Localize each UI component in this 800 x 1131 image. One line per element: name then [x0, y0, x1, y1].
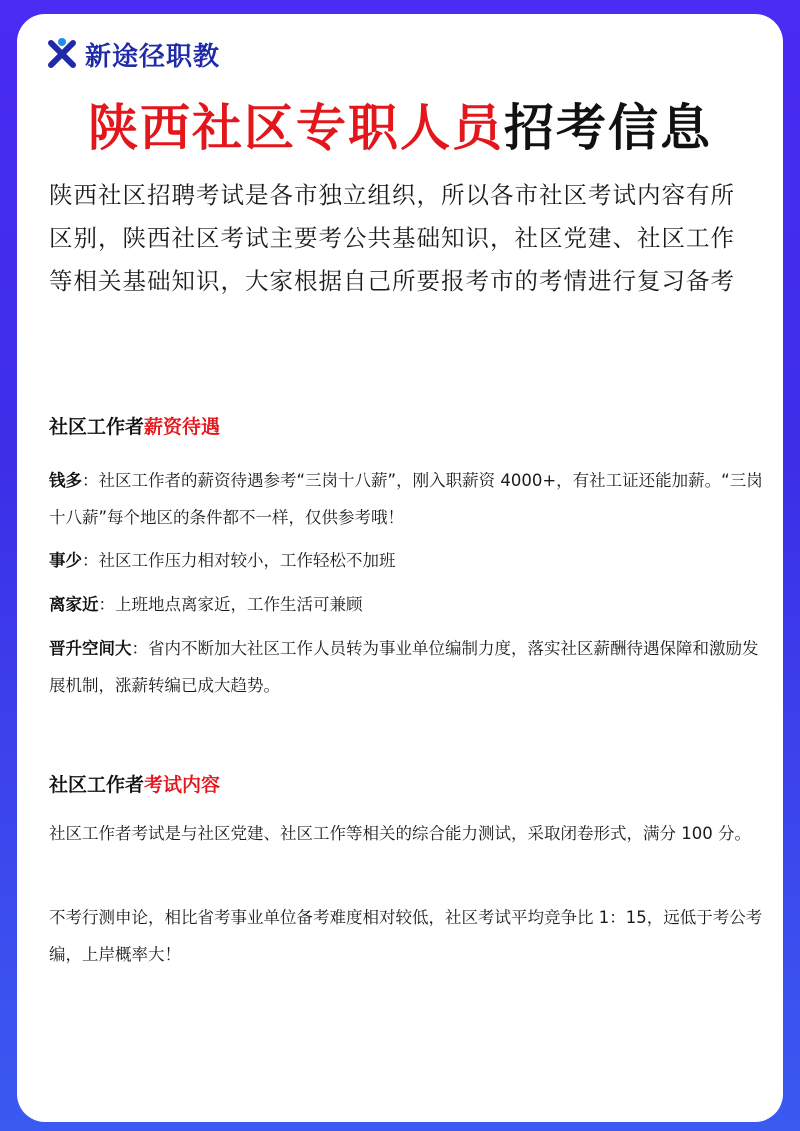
item-text: 省内不断加大社区工作人员转为事业单位编制力度，落实社区薪酬待遇保障和激励发展机制，涨薪转编已成大趋势。	[49, 639, 759, 695]
x-figure-icon	[45, 37, 79, 71]
section-heading-black: 社区工作者	[49, 416, 145, 438]
item-sep: ：	[82, 551, 99, 570]
intro-paragraph: 陕西社区招聘考试是各市独立组织，所以各市社区考试内容有所区别，陕西社区考试主要考公共基础知识，社区党建、社区工作等相关基础知识，大家根据自己所要报考市的考情进行复习备考	[49, 181, 735, 295]
item-label: 离家近	[49, 595, 99, 614]
brand-logo	[45, 34, 220, 74]
salary-item	[49, 630, 763, 704]
salary-item	[49, 462, 763, 536]
item-sep: ：	[82, 471, 99, 490]
item-text: 社区工作者的薪资待遇参考“三岗十八薪”，刚入职薪资 4000+，有社工证还能加薪。“三岗十八薪”每个地区的条件都不一样，仅供参考哦！	[49, 471, 763, 527]
content-card	[17, 14, 783, 1122]
item-text: 上班地点离家近，工作生活可兼顾	[115, 595, 363, 614]
item-label: 晋升空间大	[49, 639, 132, 658]
item-text: 社区工作压力相对较小，工作轻松不加班	[98, 551, 396, 570]
item-sep: ：	[131, 639, 148, 658]
title-black-part: 招考信息	[504, 99, 712, 157]
item-label: 钱多	[49, 471, 82, 490]
title-red-part: 陕西社区专职人员	[88, 99, 504, 157]
exam-paragraph: 不考行测申论，相比省考事业单位备考难度相对较低，社区考试平均竞争比 1：15，远低于考公考编，上岸概率大！	[49, 908, 763, 964]
section-heading-red: 薪资待遇	[144, 416, 221, 438]
salary-item	[49, 542, 763, 579]
page-title	[17, 88, 783, 168]
section-heading-black: 社区工作者	[49, 774, 145, 796]
salary-item	[49, 586, 763, 623]
item-label: 事少	[49, 551, 82, 570]
section-heading-salary	[49, 412, 220, 439]
exam-paragraph: 社区工作者考试是与社区党建、社区工作等相关的综合能力测试，采取闭卷形式，满分 100 分。	[49, 824, 751, 843]
section-heading-exam	[49, 770, 220, 797]
section-heading-red: 考试内容	[144, 774, 221, 796]
item-sep: ：	[98, 595, 115, 614]
brand-name: 新途径职教	[85, 41, 221, 72]
